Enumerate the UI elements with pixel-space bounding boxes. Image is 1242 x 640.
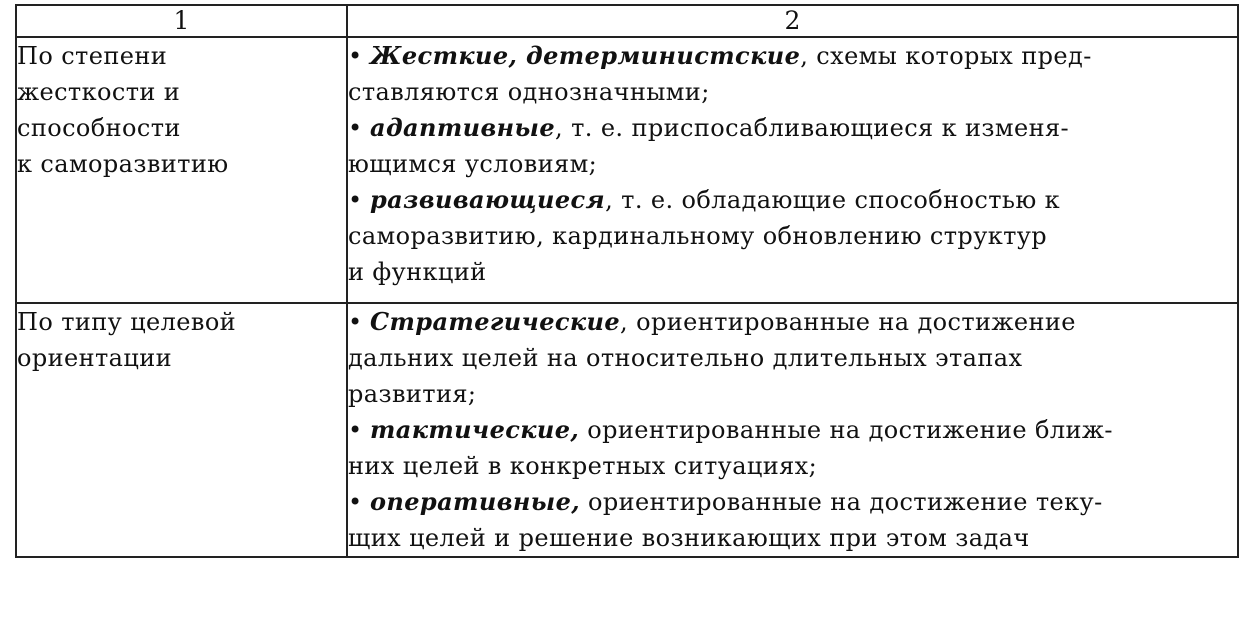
column-number-2: 2 <box>347 5 1238 37</box>
type-term: тактические, <box>370 415 580 444</box>
bullet-icon: • <box>348 308 363 336</box>
list-item <box>348 38 1237 110</box>
list-item <box>348 110 1237 182</box>
types-list <box>348 304 1237 556</box>
type-term: оперативные, <box>370 487 581 516</box>
type-term: Жесткие, детерминистские <box>370 41 801 70</box>
criterion-line: жесткости и <box>17 78 181 106</box>
types-cell <box>347 37 1238 303</box>
criterion-line: По типу целевой <box>17 308 237 336</box>
criterion-line: к саморазвитию <box>17 150 229 178</box>
type-description: , ориентированные на достижение <box>620 308 1076 336</box>
criterion-line: По степени <box>17 42 168 70</box>
table-header-row <box>16 5 1238 37</box>
criterion-cell <box>16 37 347 303</box>
table-row <box>16 303 1238 557</box>
column-number-1: 1 <box>16 5 347 37</box>
type-term: адаптивные <box>370 113 556 142</box>
type-description: , т. е. приспосабливающиеся к изменя- <box>555 114 1070 142</box>
bullet-icon: • <box>348 186 363 214</box>
type-term: развивающиеся <box>370 185 606 214</box>
type-description: ориентированные на достижение теку- <box>580 488 1103 516</box>
list-item <box>348 182 1237 290</box>
criterion-line: способности <box>17 114 181 142</box>
list-item <box>348 304 1237 412</box>
criterion-line: ориентации <box>17 344 173 372</box>
type-description: ставляются однозначными; <box>348 78 710 106</box>
types-cell <box>347 303 1238 557</box>
type-description: и функций <box>348 258 487 286</box>
bullet-icon: • <box>348 488 363 516</box>
type-description: ориентированные на достижение ближ- <box>579 416 1113 444</box>
type-description: дальних целей на относительно длительных этапах <box>348 344 1023 372</box>
table-row <box>16 37 1238 303</box>
type-description: , т. е. обладающие способностью к <box>605 186 1061 214</box>
type-description: них целей в конкретных ситуациях; <box>348 452 818 480</box>
bullet-icon: • <box>348 42 363 70</box>
classification-table-wrapper <box>15 4 1237 558</box>
type-description: , схемы которых пред- <box>800 42 1092 70</box>
criterion-cell <box>16 303 347 557</box>
type-description: саморазвитию, кардинальному обновлению структур <box>348 222 1048 250</box>
list-item <box>348 484 1237 556</box>
type-description: щих целей и решение возникающих при этом задач <box>348 524 1030 552</box>
type-description: развития; <box>348 380 477 408</box>
types-list <box>348 38 1237 290</box>
bullet-icon: • <box>348 416 363 444</box>
type-description: ющимся условиям; <box>348 150 598 178</box>
list-item <box>348 412 1237 484</box>
bullet-icon: • <box>348 114 363 142</box>
classification-table <box>15 4 1239 558</box>
type-term: Стратегические <box>370 307 621 336</box>
